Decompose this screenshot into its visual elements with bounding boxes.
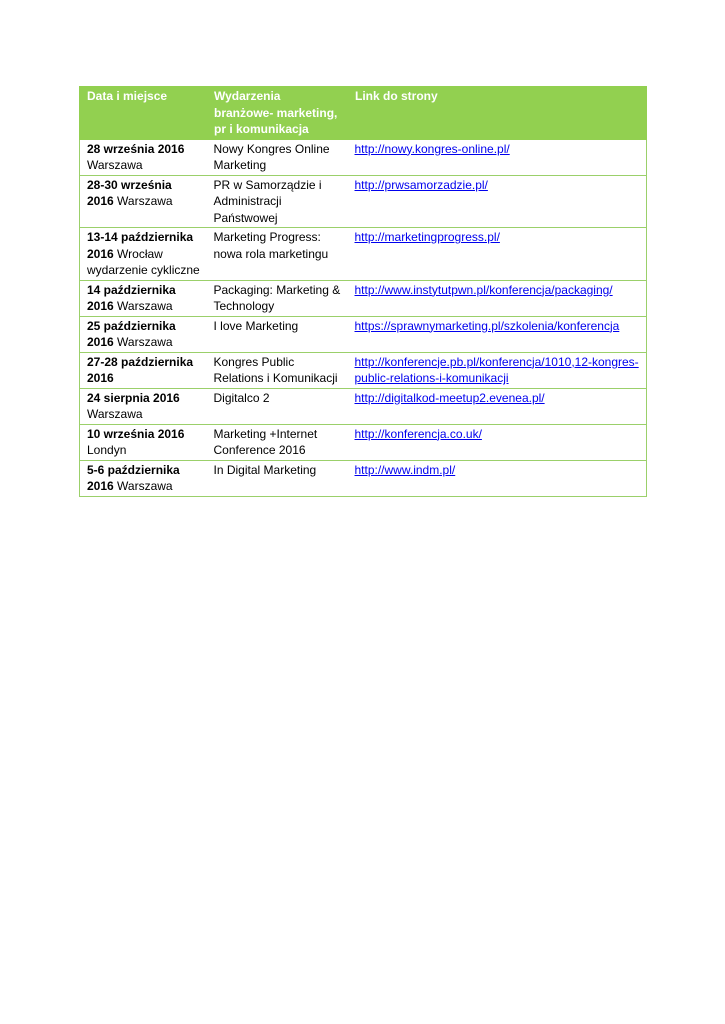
event-name: Marketing +Internet Conference 2016 [207, 424, 348, 460]
event-place: Londyn [87, 443, 127, 457]
event-date: 13-14 października 2016 [87, 230, 194, 261]
header-link: Link do strony [348, 87, 647, 140]
event-name: Kongres Public Relations i Komunikacji [207, 352, 348, 388]
event-place: Warszawa [113, 194, 173, 208]
event-date: 24 sierpnia 2016 [87, 390, 180, 405]
table-body [80, 139, 647, 496]
event-link[interactable]: https://sprawnymarketing.pl/szkolenia/konferencja [354, 318, 620, 333]
date-cell [80, 280, 207, 316]
date-cell [80, 352, 207, 388]
link-cell [348, 280, 647, 316]
event-link[interactable]: http://nowy.kongres-online.pl/ [354, 141, 510, 156]
header-date: Data i miejsce [80, 87, 207, 140]
event-place: Warszawa [113, 299, 173, 313]
link-cell [348, 175, 647, 228]
date-cell [80, 139, 207, 175]
date-cell [80, 460, 207, 496]
table-row [80, 175, 647, 228]
event-date: 28-30 września 2016 [87, 177, 172, 208]
event-link[interactable]: http://www.indm.pl/ [354, 462, 456, 477]
event-name: I love Marketing [207, 316, 348, 352]
table-row [80, 424, 647, 460]
event-link[interactable]: http://digitalkod-meetup2.evenea.pl/ [354, 390, 545, 405]
table-header-row [80, 87, 647, 140]
event-place: Warszawa [113, 479, 173, 493]
date-cell [80, 424, 207, 460]
link-cell [348, 139, 647, 175]
event-link[interactable]: http://konferencje.pb.pl/konferencja/1010,12-kongres-public-relations-i-komunikacji [354, 354, 639, 385]
table-row [80, 280, 647, 316]
event-date: 27-28 października 2016 [87, 354, 194, 385]
link-cell [348, 388, 647, 424]
event-link[interactable]: http://marketingprogress.pl/ [354, 230, 500, 244]
event-link[interactable]: http://konferencja.co.uk/ [354, 426, 482, 441]
event-date: 25 października 2016 [87, 318, 176, 349]
event-place: Warszawa [87, 158, 143, 172]
events-table [79, 86, 647, 497]
table-row [80, 139, 647, 175]
date-cell [80, 228, 207, 281]
event-date: 10 września 2016 [87, 426, 185, 441]
link-cell [348, 228, 647, 281]
event-place: Wrocław wydarzenie cykliczne [87, 246, 200, 277]
link-cell [348, 460, 647, 496]
event-date: 28 września 2016 [87, 141, 185, 156]
table-row [80, 388, 647, 424]
event-name: In Digital Marketing [207, 460, 348, 496]
link-cell [348, 316, 647, 352]
event-name: Marketing Progress: nowa rola marketingu [207, 228, 348, 281]
date-cell [80, 388, 207, 424]
event-place: Warszawa [87, 407, 143, 421]
table-row [80, 460, 647, 496]
event-date: 14 października 2016 [87, 282, 176, 313]
event-date: 5-6 października 2016 [87, 462, 180, 493]
event-place: Warszawa [113, 335, 173, 349]
event-name: Digitalco 2 [207, 388, 348, 424]
table-row [80, 316, 647, 352]
event-name: Packaging: Marketing & Technology [207, 280, 348, 316]
event-name: PR w Samorządzie i Administracji Państwowej [207, 175, 348, 228]
date-cell [80, 175, 207, 228]
event-link[interactable]: http://www.instytutpwn.pl/konferencja/packaging/ [354, 282, 613, 297]
event-name: Nowy Kongres Online Marketing [207, 139, 348, 175]
header-event: Wydarzenia branżowe- marketing, pr i komunikacja [207, 87, 348, 140]
link-cell [348, 352, 647, 388]
date-cell [80, 316, 207, 352]
event-link[interactable]: http://prwsamorzadzie.pl/ [354, 177, 488, 192]
link-cell [348, 424, 647, 460]
table-row [80, 352, 647, 388]
table-row [80, 228, 647, 281]
